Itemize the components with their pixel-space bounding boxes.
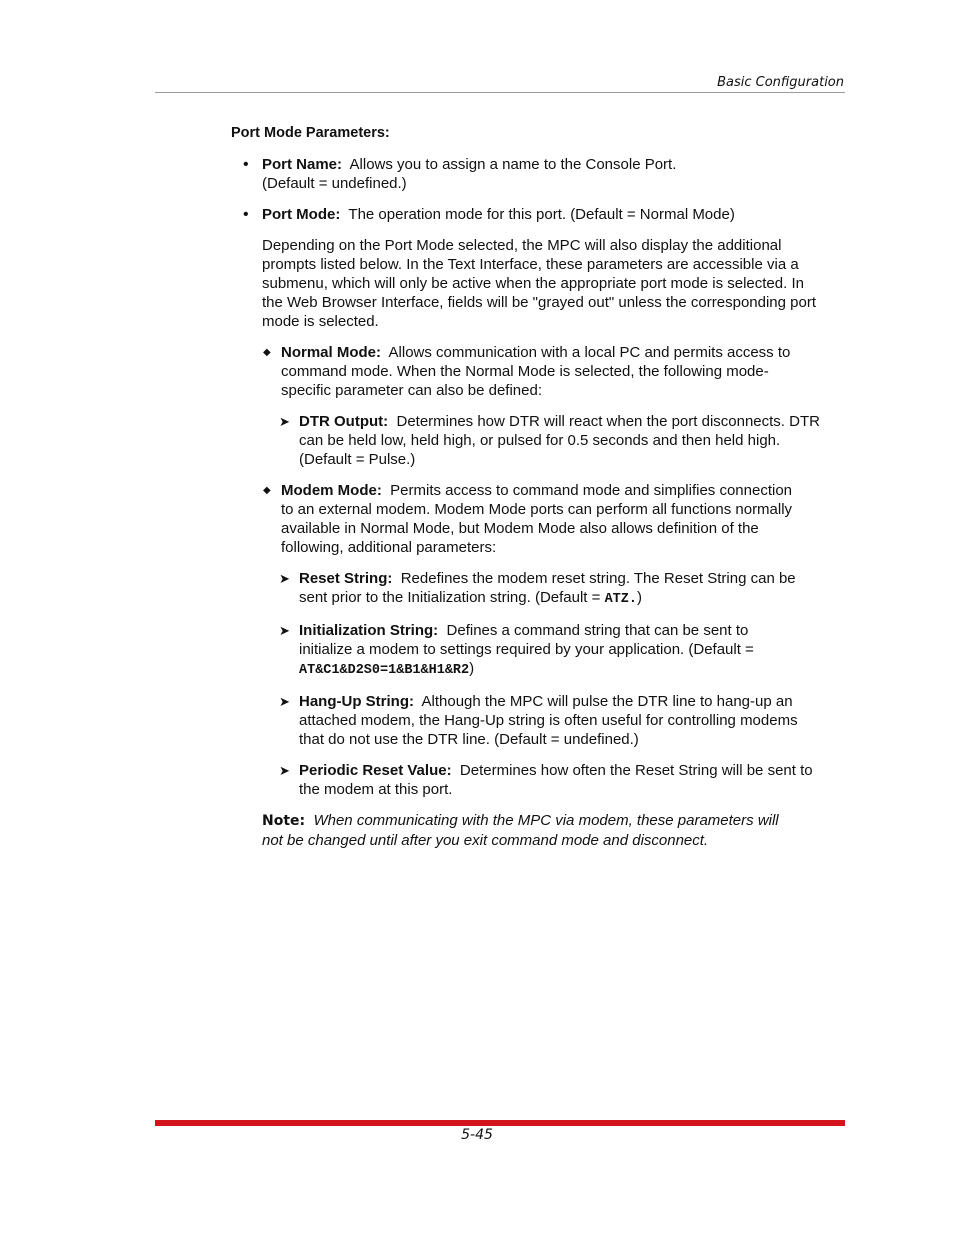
term-label: DTR Output:	[299, 413, 389, 430]
bullet-icon: •	[243, 156, 249, 173]
note-label: Note:	[262, 813, 306, 829]
item-text: Allows you to assign a name to the Console Port.	[349, 156, 677, 173]
item-text: can be held low, held high, or pulsed for 0.5 seconds and then held high.	[299, 432, 781, 449]
list-item-normal-mode	[231, 343, 847, 400]
term-label: Port Mode:	[262, 206, 341, 223]
section-title: Port Mode Parameters:	[231, 125, 390, 141]
term-label: Periodic Reset Value:	[299, 762, 452, 779]
paragraph-line: prompts listed below. In the Text Interface, these parameters are accessible via a	[262, 256, 799, 273]
list-item-reset-string	[231, 569, 847, 609]
arrow-bullet-icon: ➤	[279, 623, 290, 638]
item-text: )	[469, 660, 475, 677]
header-divider	[155, 92, 845, 93]
arrow-bullet-icon: ➤	[279, 571, 290, 586]
arrow-bullet-icon: ➤	[279, 694, 290, 709]
note-block	[231, 811, 847, 850]
note-text: When communicating with the MPC via modem, these parameters will	[313, 812, 779, 829]
list-item-dtr-output	[231, 412, 847, 469]
item-text: command mode. When the Normal Mode is selected, the following mode-	[281, 363, 769, 380]
term-label: Normal Mode:	[281, 344, 382, 361]
item-text: )	[636, 589, 642, 606]
arrow-bullet-icon: ➤	[279, 414, 290, 429]
running-header: Basic Configuration	[717, 75, 844, 90]
item-text: Determines how DTR will react when the port disconnects. DTR	[396, 413, 820, 430]
term-label: Reset String:	[299, 570, 393, 587]
term-label: Hang-Up String:	[299, 693, 414, 710]
paragraph-line: mode is selected.	[262, 313, 379, 330]
list-item-hang-up-string	[231, 692, 847, 749]
item-text: Defines a command string that can be sent to	[446, 622, 749, 639]
list-item-initialization-string	[231, 621, 847, 680]
item-text: specific parameter can also be defined:	[281, 382, 542, 399]
item-text: The operation mode for this port. (Default = Normal Mode)	[348, 206, 735, 223]
page-number: 5-45	[461, 1127, 493, 1143]
item-text: to an external modem. Modem Mode ports can perform all functions normally	[281, 501, 793, 518]
item-text: initialize a modem to settings required by your application. (Default =	[299, 641, 754, 658]
item-text: that do not use the DTR line. (Default = undefined.)	[299, 731, 639, 748]
list-item-port-name	[231, 155, 847, 193]
paragraph-line: submenu, which will only be active when the appropriate port mode is selected. In	[262, 275, 804, 292]
list-item-periodic-reset-value	[231, 761, 847, 799]
paragraph-line: Depending on the Port Mode selected, the MPC will also display the additional	[262, 237, 782, 254]
paragraph-line: the Web Browser Interface, fields will be "grayed out" unless the corresponding port	[262, 294, 816, 311]
list-item-modem-mode	[231, 481, 847, 557]
arrow-bullet-icon: ➤	[279, 763, 290, 778]
item-text: the modem at this port.	[299, 781, 453, 798]
item-text: Permits access to command mode and simplifies connection	[390, 482, 793, 499]
note-text: not be changed until after you exit command mode and disconnect.	[262, 832, 709, 849]
term-label: Initialization String:	[299, 622, 439, 639]
item-text: (Default = Pulse.)	[299, 451, 416, 468]
diamond-bullet-icon: ◆	[263, 485, 271, 496]
item-text: Determines how often the Reset String will be sent to	[459, 762, 813, 779]
term-label: Modem Mode:	[281, 482, 382, 499]
list-item-port-mode	[231, 205, 847, 224]
item-text: following, additional parameters:	[281, 539, 497, 556]
term-label: Port Name:	[262, 156, 343, 173]
diamond-bullet-icon: ◆	[263, 347, 271, 358]
item-text: available in Normal Mode, but Modem Mode also allows definition of the	[281, 520, 759, 537]
item-text: Redefines the modem reset string. The Reset String can be	[400, 570, 796, 587]
default-value-code: ATZ.	[604, 592, 637, 607]
item-text: Allows communication with a local PC and permits access to	[388, 344, 791, 361]
body-paragraph	[231, 236, 847, 331]
item-text: sent prior to the Initialization string. (Default =	[299, 589, 605, 606]
bullet-icon: •	[243, 206, 249, 223]
main-content	[231, 124, 847, 850]
item-text: attached modem, the Hang-Up string is often useful for controlling modems	[299, 712, 798, 729]
item-text: Although the MPC will pulse the DTR line to hang-up an	[421, 693, 793, 710]
default-value-code: AT&C1&D2S0=1&B1&H1&R2	[299, 663, 470, 678]
item-text: (Default = undefined.)	[262, 175, 407, 192]
